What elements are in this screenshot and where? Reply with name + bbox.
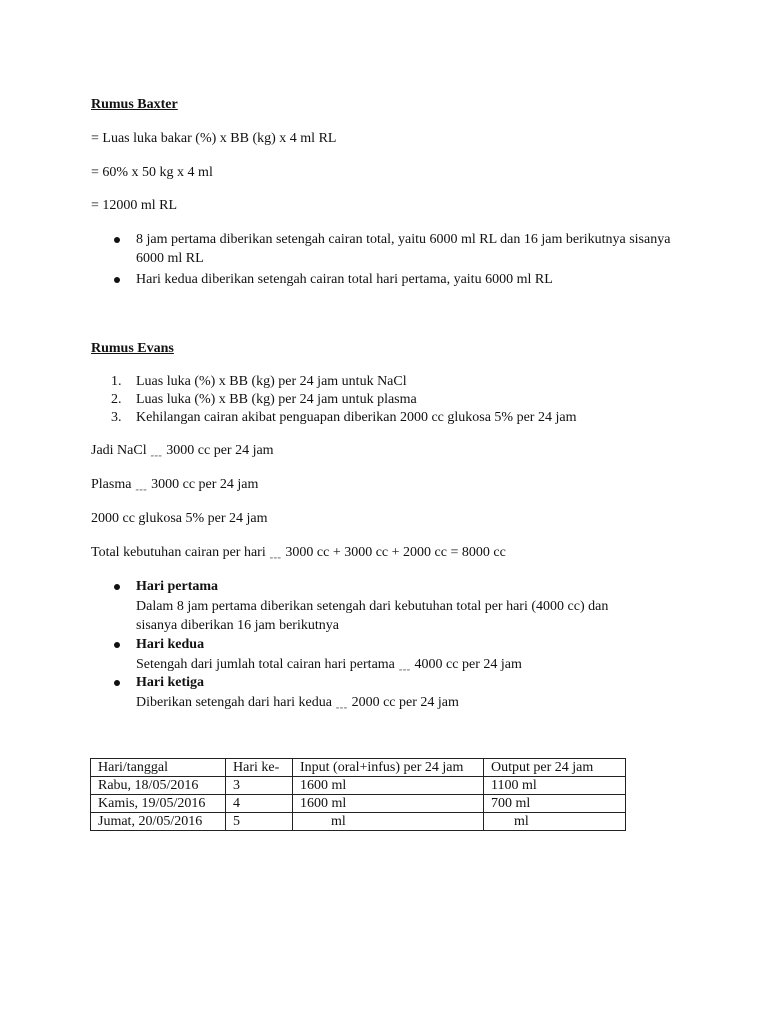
approx-mark: === xyxy=(135,488,148,494)
evans-list-item-3: Kehilangan cairan akibat penguapan diberikan 2000 cc glukosa 5% per 24 jam xyxy=(136,410,577,425)
table-cell: 5 xyxy=(226,813,293,831)
day-3-text xyxy=(136,693,696,719)
day-2-label: Hari kedua xyxy=(136,637,205,652)
baxter-bullet-1: 8 jam pertama diberikan setengah cairan total, yaitu 6000 ml RL dan 16 jam berikutnya sisanya 6000 ml RL xyxy=(136,232,671,266)
table-cell: Kamis, 19/05/2016 xyxy=(91,795,226,813)
baxter-title: Rumus Baxter xyxy=(91,97,178,112)
table-cell: ml xyxy=(484,813,626,831)
list-number: 1. xyxy=(111,374,122,389)
table-header-cell: Hari/tanggal xyxy=(91,759,226,777)
day-3-text-b: 2000 cc per 24 jam xyxy=(351,695,459,710)
list-number: 2. xyxy=(111,392,122,407)
approx-mark: === xyxy=(398,668,411,674)
table-header-cell: Output per 24 jam xyxy=(484,759,626,777)
table-cell: ml xyxy=(293,813,484,831)
table-cell: 1600 ml xyxy=(293,777,484,795)
table-header-cell: Hari ke- xyxy=(226,759,293,777)
day-2-text-b: 4000 cc per 24 jam xyxy=(414,657,522,672)
evans-title: Rumus Evans xyxy=(91,341,174,356)
table-cell: Jumat, 20/05/2016 xyxy=(91,813,226,831)
day-3-label: Hari ketiga xyxy=(136,675,205,690)
total-line xyxy=(91,543,506,569)
evans-list-item-2: Luas luka (%) x BB (kg) per 24 jam untuk plasma xyxy=(136,392,417,407)
table-cell: 4 xyxy=(226,795,293,813)
day-1-label: Hari pertama xyxy=(136,579,219,594)
table-row xyxy=(91,813,626,831)
day-1-text-1: Dalam 8 jam pertama diberikan setengah dari kebutuhan total per hari (4000 cc) dan xyxy=(136,599,609,614)
list-number: 3. xyxy=(111,410,122,425)
nacl-value: 3000 cc per 24 jam xyxy=(166,443,274,458)
nacl-label: Jadi NaCl xyxy=(91,443,147,458)
nacl-line xyxy=(91,441,274,467)
approx-mark: === xyxy=(335,706,348,712)
day-1-text-2: sisanya diberikan 16 jam berikutnya xyxy=(136,618,339,633)
table-cell: 3 xyxy=(226,777,293,795)
glukosa-line: 2000 cc glukosa 5% per 24 jam xyxy=(91,511,268,526)
fluid-balance-table xyxy=(90,758,626,831)
total-value: 3000 cc + 3000 cc + 2000 cc = 8000 cc xyxy=(285,545,506,560)
table-cell: 700 ml xyxy=(484,795,626,813)
table-cell: 1100 ml xyxy=(484,777,626,795)
day-3-text-a: Diberikan setengah dari hari kedua xyxy=(136,695,332,710)
plasma-label: Plasma xyxy=(91,477,132,492)
plasma-line xyxy=(91,475,258,501)
table-cell: 1600 ml xyxy=(293,795,484,813)
total-label: Total kebutuhan cairan per hari xyxy=(91,545,266,560)
day-2-text-a: Setengah dari jumlah total cairan hari pertama xyxy=(136,657,395,672)
approx-mark: === xyxy=(269,556,282,562)
baxter-line-3: = 12000 ml RL xyxy=(91,198,178,213)
evans-list-item-1: Luas luka (%) x BB (kg) per 24 jam untuk NaCl xyxy=(136,374,407,389)
table-row xyxy=(91,795,626,813)
baxter-line-2: = 60% x 50 kg x 4 ml xyxy=(91,165,213,180)
table-header-row xyxy=(91,759,626,777)
baxter-bullet-2: Hari kedua diberikan setengah cairan total hari pertama, yaitu 6000 ml RL xyxy=(136,272,553,287)
plasma-value: 3000 cc per 24 jam xyxy=(151,477,259,492)
table-row xyxy=(91,777,626,795)
table-cell: Rabu, 18/05/2016 xyxy=(91,777,226,795)
table-header-cell: Input (oral+infus) per 24 jam xyxy=(293,759,484,777)
approx-mark: === xyxy=(150,454,163,460)
baxter-line-1: = Luas luka bakar (%) x BB (kg) x 4 ml RL xyxy=(91,131,337,146)
